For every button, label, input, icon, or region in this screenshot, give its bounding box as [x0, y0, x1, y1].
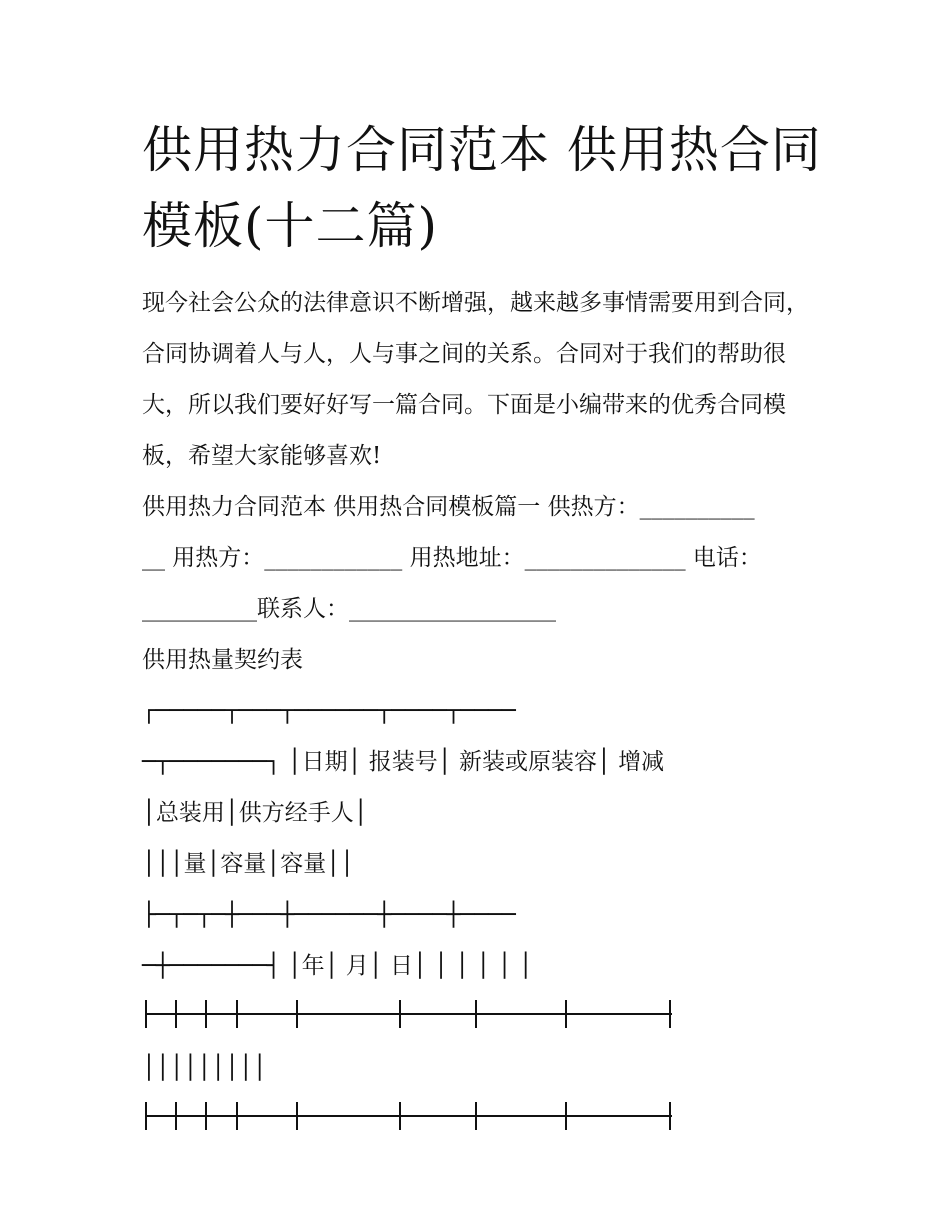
- table-line-4: │││量│容量│容量││: [142, 851, 354, 877]
- table-line-2: ─┬───────┐ │日期│ 报装号│ 新装或原装容│ 增减: [142, 749, 665, 775]
- title-line-2: 模板(十二篇): [142, 197, 439, 255]
- table-rule-svg-1: [142, 992, 702, 1043]
- title-line-1: 供用热力合同范本 供用热合同: [142, 121, 822, 179]
- table-rule-svg-2: [142, 1094, 702, 1145]
- table-line-8: │││││││││: [142, 1055, 267, 1081]
- intro-paragraph: 现今社会公众的法律意识不断增强，越来越多事情需要用到合同，合同协调着人与人，人与事之间的关系。合同对于我们的帮助很大，所以我们要好好写一篇合同。下面是小编带来的优秀合同模板，希望大家能够喜欢!: [142, 290, 809, 469]
- table-line-6: ─┼───────┤ │年│ 月│ 日│ │ │ │ │ │: [142, 953, 533, 979]
- table-rule-1: [142, 992, 822, 1043]
- section1-line-2: __ 用热方：____________ 用热地址：______________ 电话：: [142, 545, 762, 571]
- table-line-1: ┌─────┬───┬──────┬────┬────: [142, 698, 516, 724]
- table-line-3: │总装用│供方经手人│: [142, 800, 368, 826]
- section1-line-1: 供用热力合同范本 供用热合同模板篇一 供热方：__________: [142, 494, 755, 520]
- document-page: [142, 112, 822, 1145]
- table-line-5: ├─┬─┬─┼───┼──────┼────┼────: [142, 902, 516, 928]
- table-rule-2: [142, 1094, 822, 1145]
- section1-line-3: __________联系人：__________________: [142, 596, 556, 622]
- document-title: [142, 112, 822, 264]
- table-title: 供用热量契约表: [142, 647, 303, 673]
